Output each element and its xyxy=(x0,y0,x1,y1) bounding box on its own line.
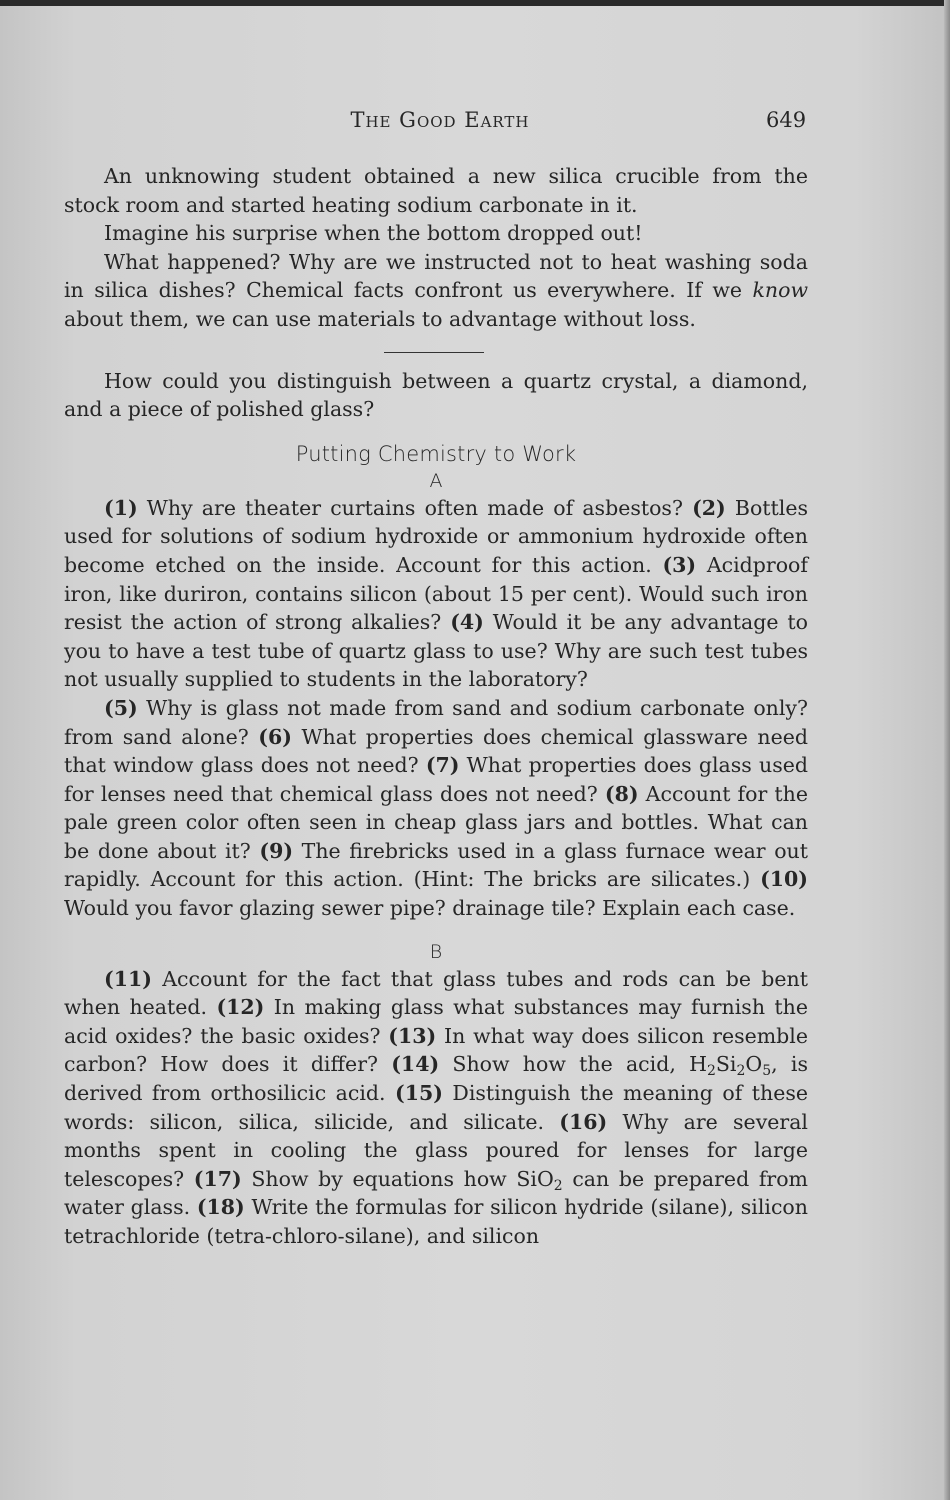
question-text: Account for the pale green color often seen in cheap glass jars and bottles. What can be done about it? xyxy=(64,781,808,863)
question-text: Si xyxy=(715,1052,737,1077)
question-number: (5) xyxy=(104,695,138,720)
question-text: In making glass what substances may furnish the acid oxides? the basic oxides? xyxy=(64,995,808,1048)
question-number: (11) xyxy=(104,966,152,991)
subscript: 5 xyxy=(762,1063,772,1080)
subscript: 2 xyxy=(736,1063,746,1080)
question-number: (4) xyxy=(450,610,484,635)
page-header xyxy=(0,108,950,138)
question-text: can be prepared from water glass. xyxy=(64,1166,808,1220)
question-text: Bottles used for solutions of sodium hydroxide or ammonium hydroxide often become etched on the inside. Account for this action. xyxy=(64,495,808,577)
questions-paragraph-2 xyxy=(64,694,808,923)
question-text: Acidproof iron, like duriron, contains silicon (about 15 per cent). Would such iron resist the action of strong alkalies? xyxy=(64,552,808,635)
question-number: (2) xyxy=(692,495,726,520)
question-number: (6) xyxy=(258,724,292,749)
subscript: 2 xyxy=(706,1063,716,1080)
question-text: What properties does chemical glassware need that window glass does not need? xyxy=(64,724,808,778)
question-text: Why are several months spent in cooling the glass poured for lenses for large telescopes? xyxy=(64,1109,808,1191)
intro-paragraph-3 xyxy=(64,248,808,334)
question-text: Would it be any advantage to you to have a test tube of quartz glass to use? Why are such test tubes not usually supplied to students in the laboratory? xyxy=(64,610,808,692)
question-number: (14) xyxy=(391,1052,440,1077)
part-b-heading: B xyxy=(429,940,443,963)
question-text: In what way does silicon resemble carbon? How does it differ? xyxy=(64,1023,808,1077)
question-text: Distinguish the meaning of these words: silicon, silica, silicide, and silicate. xyxy=(64,1081,808,1134)
question-text: Show how the acid, H xyxy=(439,1052,707,1077)
intro-text-b: about them, we can use materials to advantage without loss. xyxy=(64,306,696,331)
question-number: (13) xyxy=(388,1023,437,1048)
subscript: 2 xyxy=(553,1177,563,1194)
question-text: Why is glass not made from sand and sodium carbonate only? from sand alone? xyxy=(64,695,808,749)
question-text: Account for the fact that glass tubes and rods can be bent when heated. xyxy=(64,966,808,1020)
question-text: Show by equations how SiO xyxy=(241,1166,554,1191)
scan-right-edge xyxy=(944,0,950,1500)
questions-paragraph-3 xyxy=(64,965,808,1251)
page-body xyxy=(64,162,808,1251)
intro-paragraph-1: An unknowing student obtained a new silica crucible from the stock room and started heating sodium carbonate in it. xyxy=(64,164,808,217)
question-number: (9) xyxy=(259,838,294,863)
intro-paragraph-2: Imagine his surprise when the bottom dropped out! xyxy=(104,221,643,246)
question-number: (8) xyxy=(604,781,639,806)
intro-question: How could you distinguish between a quartz crystal, a diamond, and a piece of polished glass? xyxy=(64,368,808,422)
question-number: (15) xyxy=(395,1081,443,1106)
question-number: (18) xyxy=(196,1195,245,1220)
question-text: O xyxy=(745,1052,763,1077)
section-divider xyxy=(384,352,484,353)
question-text: Would you favor glazing sewer pipe? drainage tile? Explain each case. xyxy=(64,896,796,921)
question-number: (1) xyxy=(104,495,138,520)
question-text: Why are theater curtains often made of asbestos? xyxy=(137,495,693,520)
question-text: The firebricks used in a glass furnace wear out rapidly. Account for this action. (Hint: The bricks are silicates.) xyxy=(64,838,808,892)
question-number: (12) xyxy=(216,995,265,1020)
question-number: (3) xyxy=(662,552,697,577)
question-text: Write the formulas for silicon hydride (silane), silicon tetrachloride (tetra-chloro-silane), and silicon xyxy=(64,1195,808,1248)
part-a-heading: A xyxy=(429,469,443,492)
scan-top-edge xyxy=(0,0,950,6)
question-number: (7) xyxy=(425,753,460,778)
question-text: What properties does glass used for lenses need that chemical glass does not need? xyxy=(64,753,808,806)
question-number: (16) xyxy=(559,1109,608,1134)
page-number: 649 xyxy=(766,108,807,132)
question-number: (10) xyxy=(760,867,808,892)
question-text: , is derived from orthosilicic acid. xyxy=(64,1052,808,1106)
section-title: Putting Chemistry to Work xyxy=(295,441,577,466)
running-title: The Good Earth xyxy=(350,108,530,132)
emphasis-know: know xyxy=(752,278,808,303)
questions-paragraph-1 xyxy=(64,494,808,694)
intro-text-a: What happened? Why are we instructed not to heat washing soda in silica dishes? Chemical facts confront us everywhere. If we xyxy=(64,249,808,303)
question-number: (17) xyxy=(193,1166,242,1191)
